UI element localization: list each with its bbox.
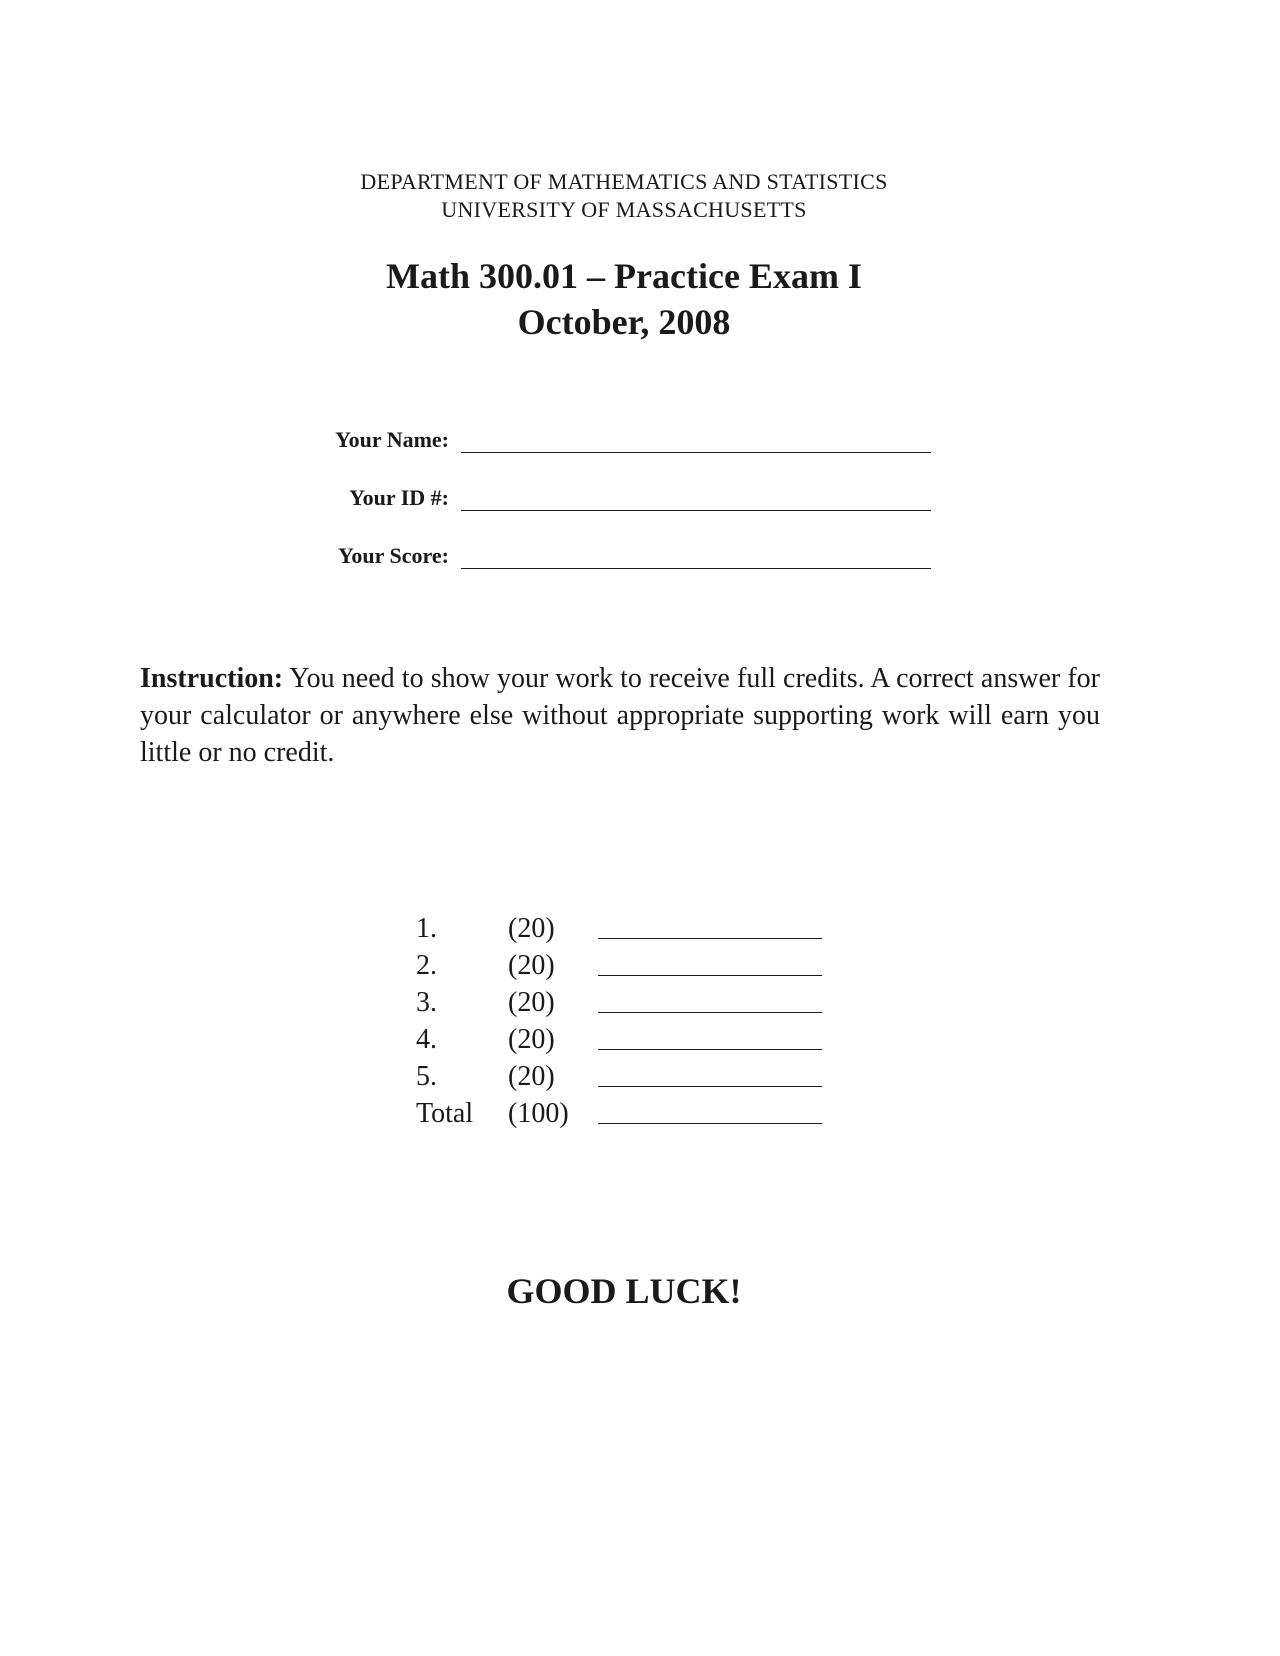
score-field-line[interactable] [461, 546, 931, 569]
student-info-fields [305, 395, 931, 569]
problem-points: (20) [508, 1024, 555, 1055]
exam-header [0, 168, 1248, 224]
id-field-label: Your ID #: [349, 485, 449, 510]
name-field-label: Your Name: [335, 427, 449, 452]
total-score-line[interactable] [598, 1123, 822, 1124]
problem-number: 5. [416, 1061, 437, 1092]
department-name: DEPARTMENT OF MATHEMATICS AND STATISTICS [360, 169, 888, 194]
problem-number: 3. [416, 987, 437, 1018]
problem-points: (20) [508, 987, 555, 1018]
score-table [416, 910, 822, 1132]
problem-score-line[interactable] [598, 975, 822, 976]
instruction-paragraph [140, 660, 1100, 771]
good-luck-message: GOOD LUCK! [506, 1271, 742, 1311]
name-field-line[interactable] [461, 430, 931, 453]
university-name: UNIVERSITY OF MASSACHUSETTS [441, 197, 807, 222]
problem-points: (20) [508, 950, 555, 981]
total-label: Total [416, 1098, 474, 1129]
exam-date: October, 2008 [517, 302, 731, 342]
score-row [416, 910, 822, 947]
problem-points: (20) [508, 913, 555, 944]
problem-score-line[interactable] [598, 1012, 822, 1013]
problem-number: 2. [416, 950, 437, 981]
score-row [416, 1021, 822, 1058]
total-points: (100) [508, 1098, 569, 1129]
problem-score-line[interactable] [598, 938, 822, 939]
instruction-text: You need to show your work to receive full credits. A correct answer for your calculator or anywhere else without appropriate supporting work will earn you little or no credit. [140, 663, 1100, 768]
id-field-row [305, 453, 931, 511]
problem-number: 4. [416, 1024, 437, 1055]
instruction-label: Instruction: [140, 663, 284, 694]
score-row [416, 1058, 822, 1095]
total-score-row [416, 1095, 822, 1132]
exam-title-line1: Math 300.01 – Practice Exam I [386, 256, 862, 296]
problem-score-line[interactable] [598, 1049, 822, 1050]
id-field-line[interactable] [461, 488, 931, 511]
exam-title [0, 253, 1248, 345]
score-row [416, 947, 822, 984]
score-row [416, 984, 822, 1021]
problem-number: 1. [416, 913, 437, 944]
problem-score-line[interactable] [598, 1086, 822, 1087]
name-field-row [305, 395, 931, 453]
problem-points: (20) [508, 1061, 555, 1092]
score-field-row [305, 511, 931, 569]
score-field-label: Your Score: [337, 543, 449, 568]
